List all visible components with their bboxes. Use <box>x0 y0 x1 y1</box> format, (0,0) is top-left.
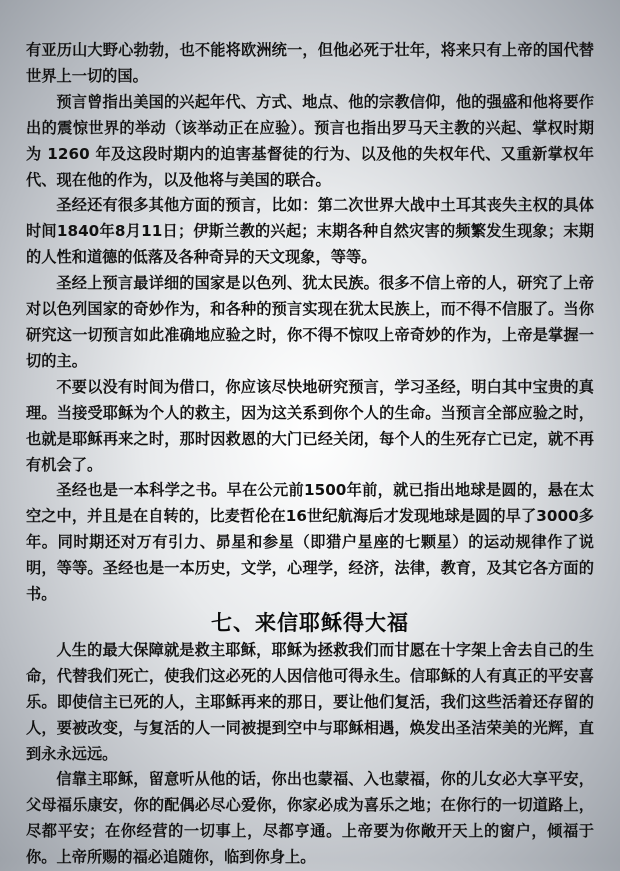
paragraph-america-prophecy: 预言曾指出美国的兴起年代、方式、地点、他的宗教信仰，他的强盛和他将要作出的震惊世界的举动（该举动正在应验）。预言也指出罗马天主教的兴起、掌权时期为 1260 年及这段时期内的迫害基督徒的行为、以及他的失权年代、又重新掌权年代、现在他的作为，以及他将与美国的联合。 <box>26 92 594 189</box>
paragraph-israel-prophecy: 圣经上预言最详细的国家是以色列、犹太民族。很多不信上帝的人，研究了上帝对以色列国家的奇妙作为，和各种的预言实现在犹太民族上，而不得不信服了。当你研究这一切预言如此准确地应验之时，你不得不惊叹上帝奇妙的作为，上帝是掌握一切的主。 <box>26 274 594 370</box>
paragraph-blessings: 信靠主耶稣，留意听从他的话，你出也蒙福、入也蒙福，你的儿女必大享平安，父母福乐康安，你的配偶必尽心爱你，你家必成为喜乐之地；在你行的一切道路上，尽都平安；在你经营的一切事上，尽都亨通。上帝要为你敞开天上的窗户，倾福于你。上帝所赐的福必追随你，临到你身上。 <box>26 770 594 867</box>
paragraph-other-prophecies: 圣经还有很多其他方面的预言，比如：第二次世界大战中土耳其丧失主权的具体时间1840年8月11日；伊斯兰教的兴起；末期各种自然灾害的频繁发生现象；末期的人性和道德的低落及各种奇异的天文现象，等等。 <box>26 196 594 267</box>
paragraph-savior-jesus: 人生的最大保障就是救主耶稣，耶稣为拯救我们而甘愿在十字架上舍去自己的生命，代替我们死亡，使我们这必死的人因信他可得永生。信耶稣的人有真正的平安喜乐。即使信主已死的人，主耶稣再来的那日，要让他们复活，我们这些活着还存留的人，要被改变，与复活的人一同被提到空中与耶稣相遇，焕发出圣洁荣美的光辉，直到永永远远。 <box>26 640 594 763</box>
paragraph-continuation: 有亚历山大野心勃勃，也不能将欧洲统一，但他必死于壮年，将来只有上帝的国代替世界上一切的国。 <box>26 41 594 85</box>
paragraph-science-book: 圣经也是一本科学之书。早在公元前1500年前，就已指出地球是圆的，悬在太空之中，并且是在自转的，比麦哲伦在16世纪航海后才发现地球是圆的早了3000多年。同时期还对万有引力、昴星和参星（即猎户星座的七颗星）的运动规律作了说明，等等。圣经也是一本历史，文学，心理学，经济，法律，教育，及其它各方面的书。 <box>26 481 594 604</box>
paragraph-study-prophecy: 不要以没有时间为借口，你应该尽快地研究预言，学习圣经，明白其中宝贵的真理。当接受耶稣为个人的救主，因为这关系到你个人的生命。当预言全部应验之时，也就是耶稣再来之时，那时因救恩的大门已经关闭，每个人的生死存亡已定，就不再有机会了。 <box>26 377 594 474</box>
section-heading: 七、来信耶稣得大福 <box>211 609 409 635</box>
